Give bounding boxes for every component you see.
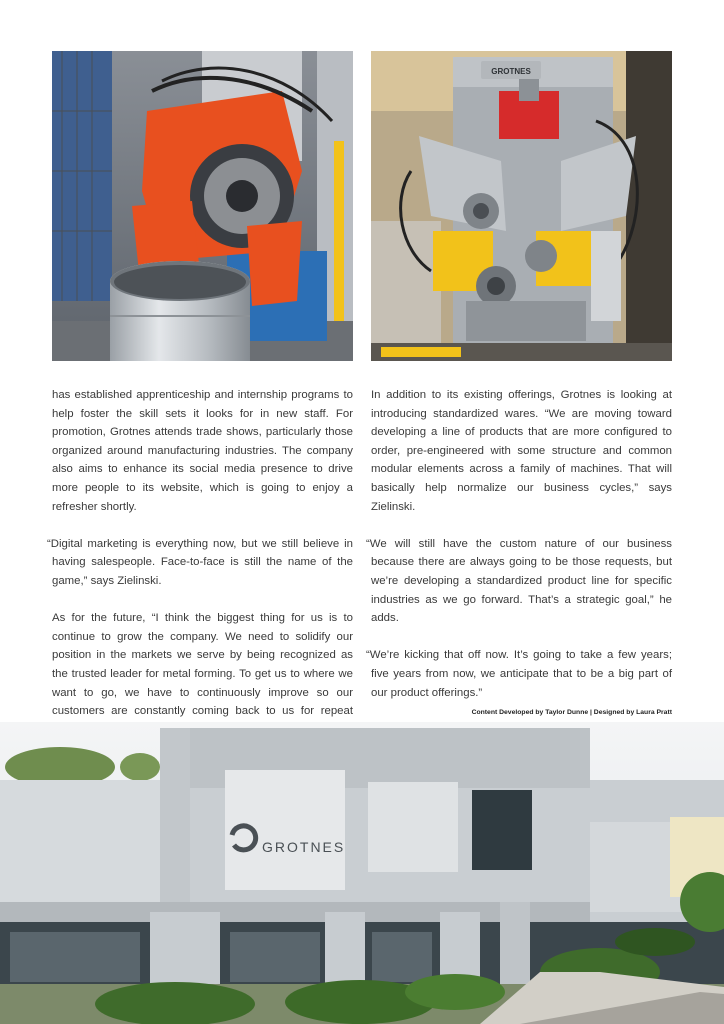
building-sign-text: GROTNES: [262, 839, 346, 855]
right-paragraph-2: “We will still have the custom nature of our business because there are always going to be those requests, but we’re developing a standardized product line for specific industries as we go forward. That’s a strategic goal,” he adds.: [366, 537, 672, 625]
right-paragraph-3: “We’re kicking that off now. It’s going to take a few years; five years from now, we anticipate that to be a big part of our product offerings.”: [366, 649, 672, 699]
machine-logo-text: GROTNES: [491, 67, 531, 76]
article-right-column: [366, 386, 672, 739]
photo-grey-roll-forming-machine: [371, 51, 672, 361]
page-credits: Content Developed by Taylor Dunne | Designed by Laura Pratt: [471, 709, 672, 716]
article-left-column: [47, 386, 353, 739]
photo-orange-forming-machine: [52, 51, 353, 361]
right-paragraph-1: In addition to its existing offerings, Grotnes is looking at introducing standardized wares. “We are moving toward developing a line of products that are more configured to order, pre-engineered with some structure and common modular elements across a family of machines. That will basically help normalize our business cycles,” says Zielinski.: [371, 389, 672, 513]
left-paragraph-3: As for the future, “I think the biggest thing for us is to continue to grow the company. We need to solidify our position in the markets we serve by being recognized as the trusted leader for metal forming. To get us to where we want to go, we have to continuously improve so our customers are constantly coming back to us for repeat: [52, 612, 353, 718]
photo-grotnes-building: [0, 722, 724, 1024]
left-paragraph-1: has established apprenticeship and internship programs to help foster the skill sets it looks for in new staff. For promotion, Grotnes attends trade shows, particularly those organized around manufacturing industries. The company also aims to enhance its social media presence to drive more people to its website, which is going to enjoy a refresher shortly.: [52, 389, 353, 513]
left-paragraph-2: “Digital marketing is everything now, but we still believe in having salespeople. Face-to-face is still the name of the game,” says Zielinski.: [47, 537, 353, 587]
